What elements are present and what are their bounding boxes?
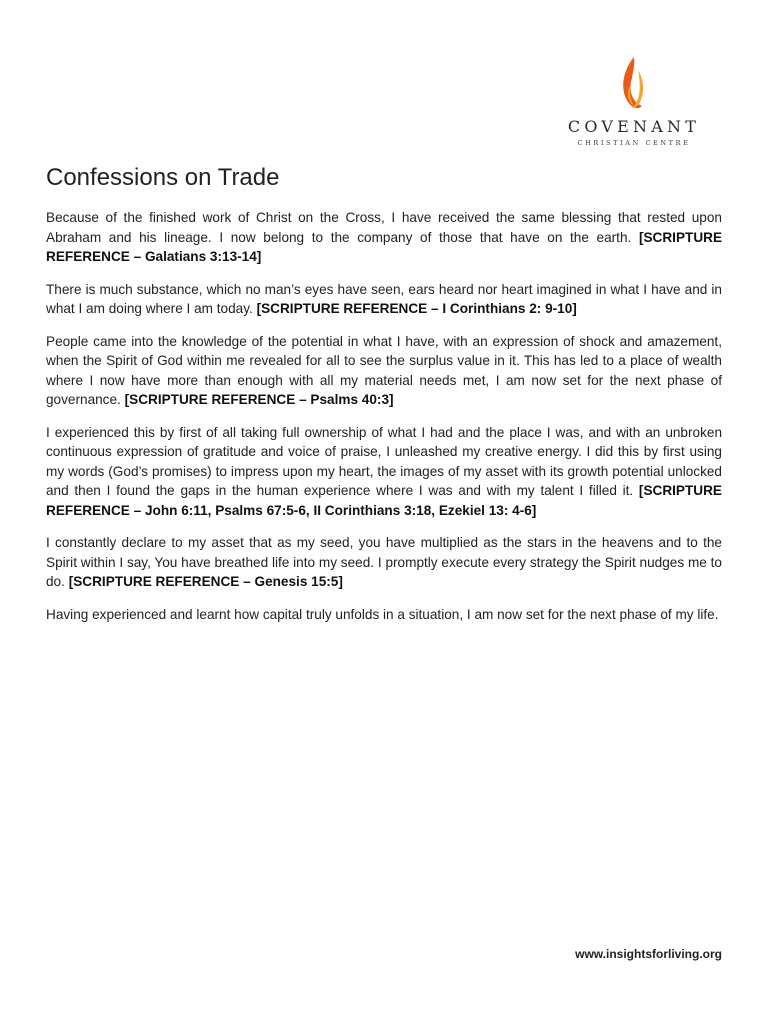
paragraph-6 xyxy=(46,605,722,625)
scripture-reference: [SCRIPTURE REFERENCE – John 6:11, Psalms 67:5-6, II Corinthians 3:18, Ezekiel 13: 4-6] xyxy=(46,483,722,518)
paragraph-text: Because of the finished work of Christ on the Cross, I have received the same blessing that rested upon Abraham and his lineage. I now belong to the company of those that have on the earth. xyxy=(46,210,722,245)
scripture-reference: [SCRIPTURE REFERENCE – Galatians 3:13-14] xyxy=(46,229,723,264)
confessions-body xyxy=(46,208,722,637)
paragraph-3 xyxy=(46,332,722,410)
scripture-reference: [SCRIPTURE REFERENCE – I Corinthians 2: 9-10] xyxy=(256,301,577,316)
scripture-reference: [SCRIPTURE REFERENCE – Psalms 40:3] xyxy=(124,392,394,407)
paragraph-text: There is much substance, which no man’s eyes have seen, ears heard nor heart imagined in what I have and in what I am doing where I am today. xyxy=(46,281,722,316)
paragraph-text: I experienced this by first of all taking full ownership of what I had and the place I was, and with an unbroken continuous expression of gratitude and voice of praise, I unleashed my creative energy. I did this by first using my words (God’s promises) to impress upon my heart, the images of my asset with its growth potential unlocked and then I found the gaps in the human experience where I was and with my talent I filled it. xyxy=(46,424,722,498)
paragraph-4 xyxy=(46,423,722,521)
paragraph-2 xyxy=(46,280,722,319)
scripture-reference: [SCRIPTURE REFERENCE – Genesis 15:5] xyxy=(68,574,343,589)
paragraph-5 xyxy=(46,533,722,592)
logo-subtitle: CHRISTIAN CENTRE xyxy=(577,139,691,147)
paragraph-text: Having experienced and learnt how capital truly unfolds in a situation, I am now set for the next phase of my life. xyxy=(46,606,719,622)
paragraph-text: People came into the knowledge of the potential in what I have, with an expression of shock and amazement, when the Spirit of God within me revealed for all to see the surplus value in it. This has led to a place of wealth where I now have more than enough with all my material needs met, I am now set for the next phase of governance. xyxy=(46,333,722,407)
paragraph-1 xyxy=(46,208,722,267)
covenant-logo xyxy=(556,56,716,152)
flame-icon xyxy=(618,56,648,114)
page-title: Confessions on Trade xyxy=(46,164,280,191)
footer-url[interactable]: www.insightsforliving.org xyxy=(575,947,722,961)
logo-name: COVENANT xyxy=(567,117,701,136)
paragraph-text: I constantly declare to my asset that as my seed, you have multiplied as the stars in the heavens and to the Spirit within I say, You have breathed life into my seed. I promptly execute every strategy the Spirit nudges me to do. xyxy=(46,535,722,589)
